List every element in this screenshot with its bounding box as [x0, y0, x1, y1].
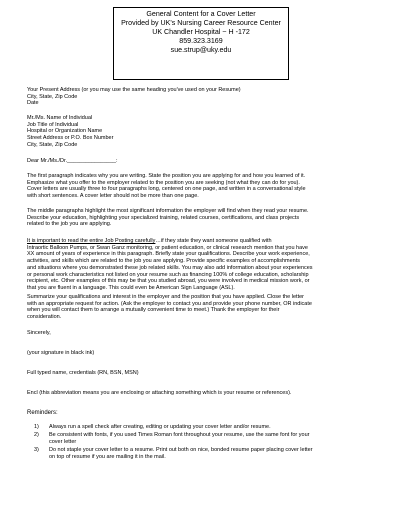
paragraph-line: related to the job you are applying. [27, 221, 112, 228]
letterhead-box [113, 7, 289, 80]
paragraph-line: The middle paragraphs highlight the most significant information the employer will find when they read your resume. [27, 208, 309, 214]
paragraph-line: Summarize your qualifications and interest in the employer and the position that you have applied. Close the letter [27, 294, 304, 300]
paragraph-line: activities, and skills which are related to the job you are applying. Provide specific examples of accomplishments [27, 258, 300, 265]
paragraph-line: with short sentences. A cover letter should not be more than one page. [27, 193, 199, 200]
letterhead-title: General Content for a Cover Letter [146, 10, 256, 18]
paragraph-line [27, 238, 382, 245]
paragraph-intro [27, 173, 382, 200]
recipient-line: Job Title of Individual [27, 121, 79, 128]
paragraph-line: Intraortic Balloon Pumps, or Swan Ganz monitoring, or patient education, or clinical research mention that you have [27, 244, 308, 251]
reminder-number: 1) [34, 424, 39, 430]
paragraph-experience [27, 238, 382, 292]
letterhead-email: sue.strup@uky.edu [170, 45, 232, 54]
paragraph-line: recipient, etc. Other examples of this may be that you studied abroad, you were involved in medical mission work, or [27, 278, 310, 285]
salutation [27, 158, 383, 165]
enclosure-note [27, 390, 383, 397]
recipient-line: Street Address or P.O. Box Number [27, 135, 114, 142]
paragraph-line: The first paragraph indicates why you are writing. State the position you are applying for and how you learned of it. [27, 173, 306, 179]
sender-line: Your Present Address (or you may use the same heading you've used on your Resume) [27, 87, 241, 93]
paragraph-line: Emphasize what you offer to the employer related to the position you are seeking (not what they can do for you). [27, 179, 300, 186]
reminders-title: Reminders: [27, 410, 58, 416]
reminder-line: Do not staple your cover letter to a resume. Print out both on nice, bonded resume paper placing cover letter [49, 447, 313, 453]
typed-name [27, 370, 383, 377]
paragraph-line: when you will contact them to arrange a mutually convenient time to meet.) Thank the employer for their [27, 307, 280, 314]
paragraph-line: that you are fluent in a language. This could even be American Sign Language (ASL). [27, 284, 235, 291]
reminders-heading [27, 410, 383, 417]
letterhead-provider: Provided by UK's Nursing Career Resource Center [121, 18, 281, 27]
reminder-line: Be consistent with fonts, if you used Times Roman font throughout your resume, use the same font for your [49, 432, 310, 438]
reminder-line: Always run a spell check after creating, editing or updating your cover letter and/or resume. [49, 424, 271, 430]
signature-text: (your signature in black ink) [27, 350, 95, 356]
typed-name-text: Full typed name, credentials (RN, BSN, MSN) [27, 370, 139, 376]
signature-placeholder [27, 350, 383, 357]
paragraph-education [27, 208, 382, 228]
sender-address [27, 87, 383, 107]
enclosure-text: Encl (this abbreviation means you are enclosing or attaching something which is your resume or references). [27, 390, 292, 396]
closing-text: Sincerely, [27, 330, 51, 336]
recipient-line: Hospital or Organization Name [27, 128, 103, 135]
job-posting-emphasis: It is important to read the entire Job Posting carefully [27, 238, 156, 244]
paragraph-line: with an appropriate request for action. (Ask the employer to contact you and provide your phone number, OR indicate [27, 300, 312, 307]
paragraph-line: Describe your education, highlighting your specialized training, related courses, certifications, and class projects [27, 214, 300, 221]
paragraph-summary [27, 294, 382, 321]
reminder-line: cover letter [49, 439, 77, 445]
paragraph-line-rest: …if they state they want someone qualified with [155, 238, 272, 244]
letterhead-location: UK Chandler Hospital ~ H -172 [152, 27, 250, 36]
paragraph-line: XX amount of years of experience in this paragraph. Briefly state your qualifications. Describe your work experience, [27, 251, 310, 258]
recipient-line: Mr./Ms. Name of Individual [27, 115, 93, 121]
sender-line: City, State, Zip Code [27, 93, 78, 100]
paragraph-line: Cover letters are usually three to four paragraphs long, centered on one page, and written in a conversational style [27, 186, 306, 193]
letterhead-phone: 859.323.3169 [179, 36, 223, 45]
reminder-line: on top of resume if you are mailing it in the mail. [49, 454, 166, 460]
sender-line: Date [27, 100, 39, 107]
recipient-line: City, State, Zip Code [27, 141, 78, 148]
salutation-text: Dear Mr./Ms./Dr.________________: [27, 158, 118, 164]
reminder-number: 3) [34, 447, 39, 453]
closing [27, 330, 383, 337]
reminder-number: 2) [34, 432, 39, 438]
paragraph-line: and situations where you demonstrated these job related skills. You may also add information about your experiences [27, 264, 313, 271]
paragraph-line: consideration. [27, 314, 62, 321]
recipient-address [27, 115, 383, 149]
paragraph-line: or personal work characteristics not listed on your resume such as financing 100% of college education, scholarship [27, 271, 309, 278]
